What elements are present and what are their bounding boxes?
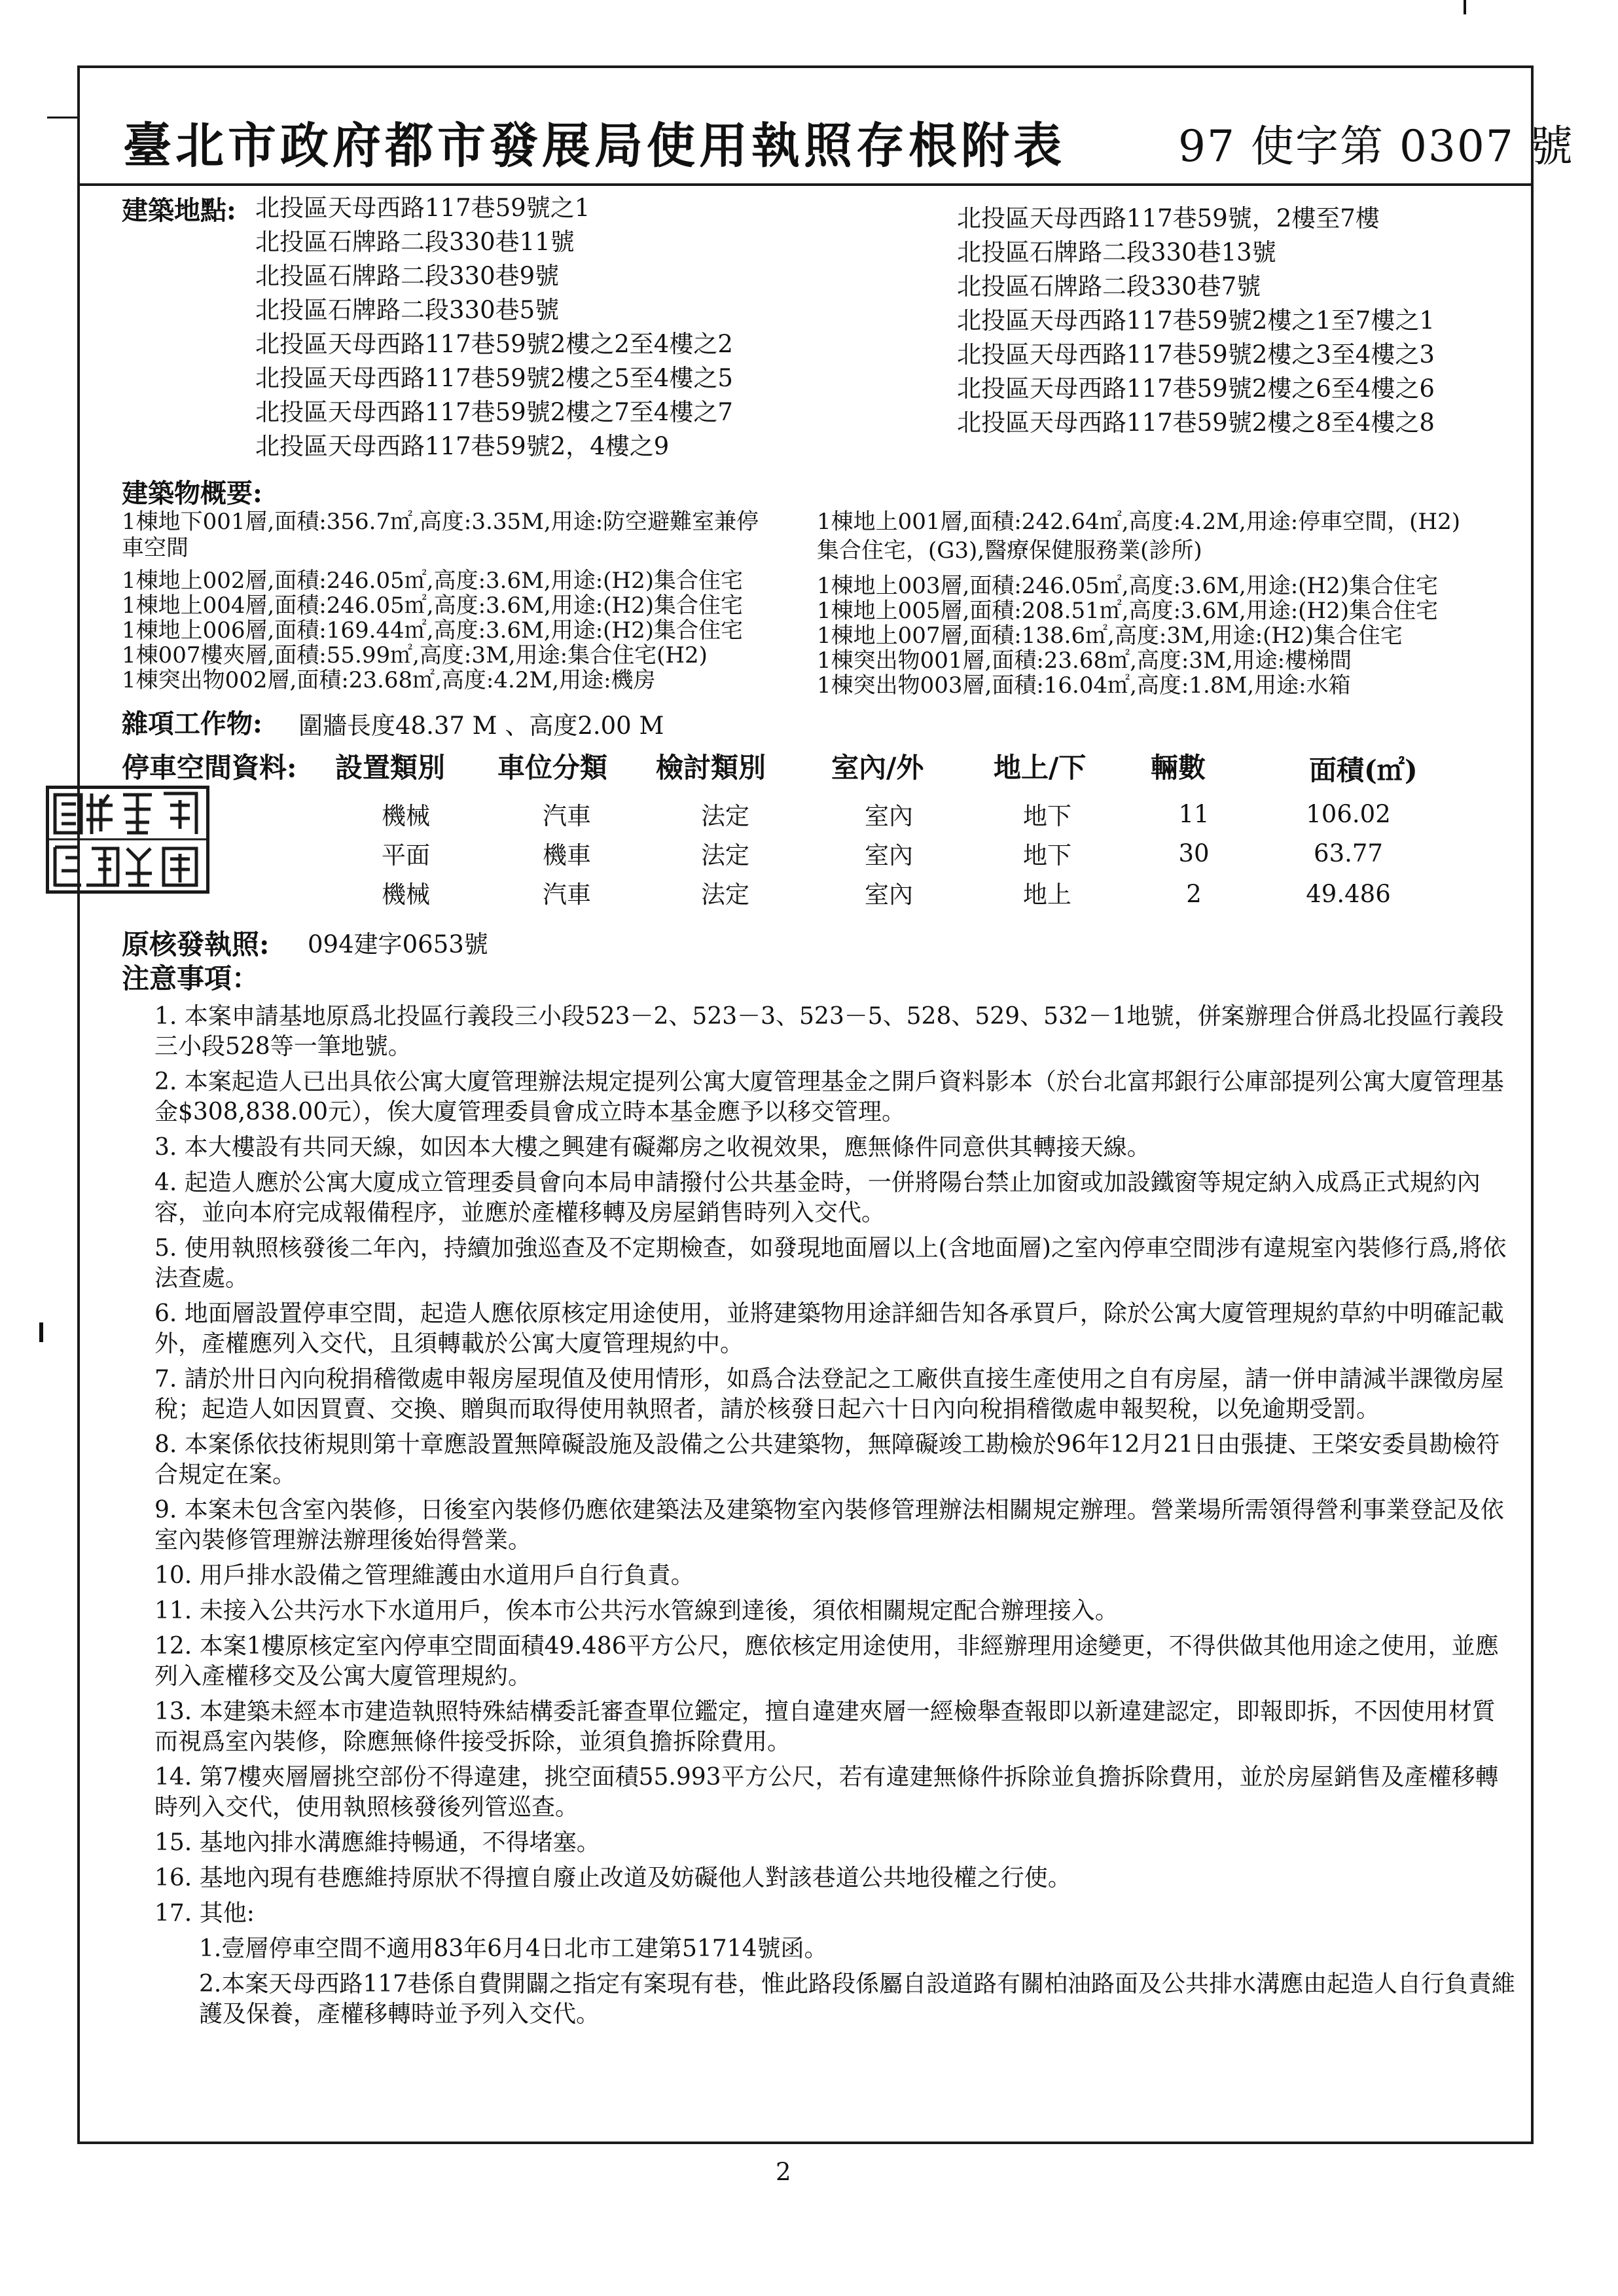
note-item: 2. 本案起造人已出具依公寓大廈管理辦法規定提列公寓大廈管理基金之開戶資料影本（於台北富邦銀行公庫部提列公寓大廈管理基金$308,838.00元），俟大廈管理委員會成立時本基金應予以移交管理。 [154, 1068, 1504, 1125]
building-floors-left [122, 568, 743, 693]
parking-header-level: 地上/下 [994, 752, 1087, 784]
address-line: 北投區天母西路117巷59號2樓之1至7樓之1 [957, 306, 1435, 335]
address-line: 北投區天母西路117巷59號之1 [255, 194, 590, 222]
parking-header-count: 輛數 [1151, 752, 1206, 784]
original-permit-label: 原核發執照: [122, 928, 270, 960]
floor-line: 1棟地上004層,面積:246.05㎡,高度:3.6M,用途:(H2)集合住宅 [122, 592, 743, 619]
parking-cell: 機械 [382, 881, 430, 909]
parking-header-review: 檢討類別 [656, 752, 766, 784]
parking-header-setup: 設置類別 [335, 752, 446, 784]
note-item: 14. 第7樓夾層層挑空部份不得違建，挑空面積55.993平方公尺，若有違建無條件拆除並負擔拆除費用，並於房屋銷售及產權移轉時列入交代，使用執照核發後列管巡查。 [154, 1764, 1499, 1821]
note-item: 13. 本建築未經本市建造執照特殊結構委託審查單位鑑定，擅自違建夾層一經檢舉查報即以新違建認定，即報即拆，不因使用材質而視爲室內裝修，除應無條件接受拆除，並須負擔拆除費用。 [154, 1698, 1496, 1755]
parking-cell: 平面 [382, 841, 430, 869]
scan-dash-left [47, 117, 79, 118]
site-label: 建築地點: [122, 195, 236, 226]
note-item: 10. 用戶排水設備之管理維護由水道用戶自行負責。 [154, 1562, 694, 1589]
original-permit-value: 094建字0653號 [308, 930, 488, 958]
misc-label: 雜項工作物: [122, 708, 262, 739]
address-line: 北投區石牌路二段330巷9號 [255, 262, 560, 290]
parking-cell: 機車 [543, 841, 591, 869]
note-item: 17. 其他: [154, 1900, 255, 1927]
parking-cell: 法定 [701, 841, 749, 869]
floor-line: 1棟地上007層,面積:138.6㎡,高度:3M,用途:(H2)集合住宅 [817, 623, 1403, 649]
scan-tick-top [1464, 0, 1466, 14]
floor-line: 1棟地上003層,面積:246.05㎡,高度:3.6M,用途:(H2)集合住宅 [817, 573, 1438, 599]
parking-cell: 地下 [1023, 841, 1071, 869]
parking-cell: 汽車 [543, 881, 591, 909]
parking-header-area: 面積(㎡) [1309, 754, 1418, 786]
note-item: 9. 本案未包含室內裝修，日後室內裝修仍應依建築法及建築物室內裝修管理辦法相關規定辦理。營業場所需領得營利事業登記及依室內裝修管理辦法辦理後始得營業。 [154, 1497, 1504, 1554]
address-line: 北投區天母西路117巷59號2樓之7至4樓之7 [255, 398, 733, 426]
parking-cell: 2 [1186, 880, 1202, 908]
parking-cell: 室內 [865, 802, 913, 830]
page-number: 2 [776, 2158, 791, 2186]
building-floors-right [817, 574, 1438, 698]
address-line: 北投區石牌路二段330巷13號 [957, 238, 1276, 266]
floor-line: 1棟地上006層,面積:169.44㎡,高度:3.6M,用途:(H2)集合住宅 [122, 617, 743, 644]
page-title: 臺北市政府都市發展局使用執照存根附表 [123, 118, 1066, 174]
building-label: 建築物概要: [122, 478, 262, 509]
floor-line: 1棟地上002層,面積:246.05㎡,高度:3.6M,用途:(H2)集合住宅 [122, 568, 743, 594]
note-sub-item: 1.壹層停車空間不適用83年6月4日北市工建第51714號函。 [199, 1935, 828, 1962]
parking-cell: 地下 [1023, 802, 1071, 830]
title-divider [77, 183, 1534, 186]
parking-header-vehicle: 車位分類 [497, 752, 608, 784]
notes-list [154, 1002, 1517, 2030]
note-item: 7. 請於卅日內向稅捐稽徵處申報房屋現值及使用情形，如爲合法登記之工廠供直接生產使用之自有房屋，請一併申請減半課徵房屋稅；起造人如因買賣、交換、贈與而取得使用執照者，請於核發日起六十日內向稅捐稽徵處申報契稅，以免逾期受罰。 [154, 1366, 1504, 1423]
scan-dash-left-2 [39, 1322, 43, 1342]
address-line: 北投區天母西路117巷59號2樓之5至4樓之5 [255, 364, 733, 392]
parking-cell: 機械 [382, 802, 430, 830]
address-line: 北投區天母西路117巷59號，2樓至7樓 [957, 204, 1380, 232]
building-row1-right: 1棟地上001層,面積:242.64㎡,高度:4.2M,用途:停車空間，(H2) [817, 509, 1460, 535]
address-line: 北投區石牌路二段330巷7號 [957, 272, 1261, 301]
address-line: 北投區天母西路117巷59號2，4樓之9 [255, 432, 670, 460]
floor-line: 1棟突出物002層,面積:23.68㎡,高度:4.2M,用途:機房 [122, 667, 656, 693]
note-item: 6. 地面層設置停車空間，起造人應依原核定用途使用，並將建築物用途詳細告知各承買戶，除於公寓大廈管理規約草約中明確記載外，產權應列入交代，且須轉載於公寓大廈管理規約中。 [154, 1300, 1504, 1357]
parking-cell: 法定 [701, 802, 749, 830]
note-item: 3. 本大樓設有共同天線，如因本大樓之興建有礙鄰房之收視效果，應無條件同意供其轉接天線。 [154, 1134, 1151, 1161]
address-line: 北投區石牌路二段330巷5號 [255, 296, 560, 324]
parking-cell: 11 [1178, 800, 1210, 828]
site-addresses-left [255, 191, 733, 464]
note-item: 8. 本案係依技術規則第十章應設置無障礙設施及設備之公共建築物，無障礙竣工勘檢於96年12月21日由張捷、王棨安委員勘檢符合規定在案。 [154, 1431, 1500, 1488]
parking-cell: 室內 [865, 841, 913, 869]
note-item: 15. 基地內排水溝應維持暢通，不得堵塞。 [154, 1829, 600, 1856]
note-item: 12. 本案1樓原核定室內停車空間面積49.486平方公尺，應依核定用途使用，非經辦理用途變更，不得供做其他用途之使用，並應列入產權移交及公寓大廈管理規約。 [154, 1633, 1499, 1690]
floor-line: 1棟007樓夾層,面積:55.99㎡,高度:3M,用途:集合住宅(H2) [122, 642, 708, 668]
parking-label: 停車空間資料: [122, 752, 297, 784]
official-seal [46, 786, 209, 894]
address-line: 北投區天母西路117巷59號2樓之8至4樓之8 [957, 409, 1435, 437]
parking-header-indoor: 室內/外 [831, 752, 924, 784]
site-addresses-right [957, 202, 1435, 440]
note-item: 5. 使用執照核發後二年內，持續加強巡查及不定期檢查，如發現地面層以上(含地面層)之室內停車空間涉有違規室內裝修行爲,將依法查處。 [154, 1235, 1507, 1292]
note-item: 1. 本案申請基地原爲北投區行義段三小段523－2、523－3、523－5、528、529、532－1地號，併案辦理合併爲北投區行義段三小段528等一筆地號。 [154, 1003, 1504, 1060]
parking-cell: 63.77 [1314, 839, 1383, 867]
parking-cell: 49.486 [1306, 880, 1391, 908]
building-row1-left: 1棟地下001層,面積:356.7㎡,高度:3.35M,用途:防空避難室兼停 [122, 509, 759, 535]
address-line: 北投區石牌路二段330巷11號 [255, 228, 575, 256]
address-line: 北投區天母西路117巷59號2樓之3至4樓之3 [957, 340, 1435, 369]
permit-number: 97 使字第 0307 號 [1178, 121, 1574, 172]
parking-cell: 室內 [865, 881, 913, 909]
parking-cell: 法定 [701, 881, 749, 909]
note-item: 4. 起造人應於公寓大廈成立管理委員會向本局申請撥付公共基金時，一併將陽台禁止加窗或加設鐵窗等規定納入成爲正式規約內容，並向本府完成報備程序，並應於產權移轉及房屋銷售時列入交代。 [154, 1169, 1481, 1226]
note-item: 16. 基地內現有巷應維持原狀不得擅自廢止改道及妨礙他人對該巷道公共地役權之行使。 [154, 1865, 1071, 1891]
floor-line: 1棟地上005層,面積:208.51㎡,高度:3.6M,用途:(H2)集合住宅 [817, 598, 1438, 624]
note-item: 11. 未接入公共污水下水道用戶，俟本市公共污水管線到達後，須依相關規定配合辦理接入。 [154, 1597, 1119, 1624]
note-sub-item: 2.本案天母西路117巷係自費開闢之指定有案現有巷，惟此路段係屬自設道路有關柏油路面及公共排水溝應由起造人自行負責維護及保養，產權移轉時並予列入交代。 [199, 1971, 1516, 2028]
address-line: 北投區天母西路117巷59號2樓之2至4樓之2 [255, 330, 733, 358]
building-row2-right: 集合住宅，(G3),醫療保健服務業(診所) [817, 538, 1202, 564]
notes-label: 注意事項： [122, 962, 260, 994]
parking-cell: 地上 [1023, 881, 1071, 909]
parking-cell: 106.02 [1306, 800, 1391, 828]
parking-cell: 汽車 [543, 802, 591, 830]
address-line: 北投區天母西路117巷59號2樓之6至4樓之6 [957, 374, 1435, 403]
floor-line: 1棟突出物001層,面積:23.68㎡,高度:3M,用途:樓梯間 [817, 647, 1352, 674]
parking-cell: 30 [1178, 839, 1210, 867]
floor-line: 1棟突出物003層,面積:16.04㎡,高度:1.8M,用途:水箱 [817, 672, 1351, 699]
misc-value: 圍牆長度48.37 M 、高度2.00 M [298, 712, 664, 740]
building-row2-left: 車空間 [122, 535, 189, 561]
